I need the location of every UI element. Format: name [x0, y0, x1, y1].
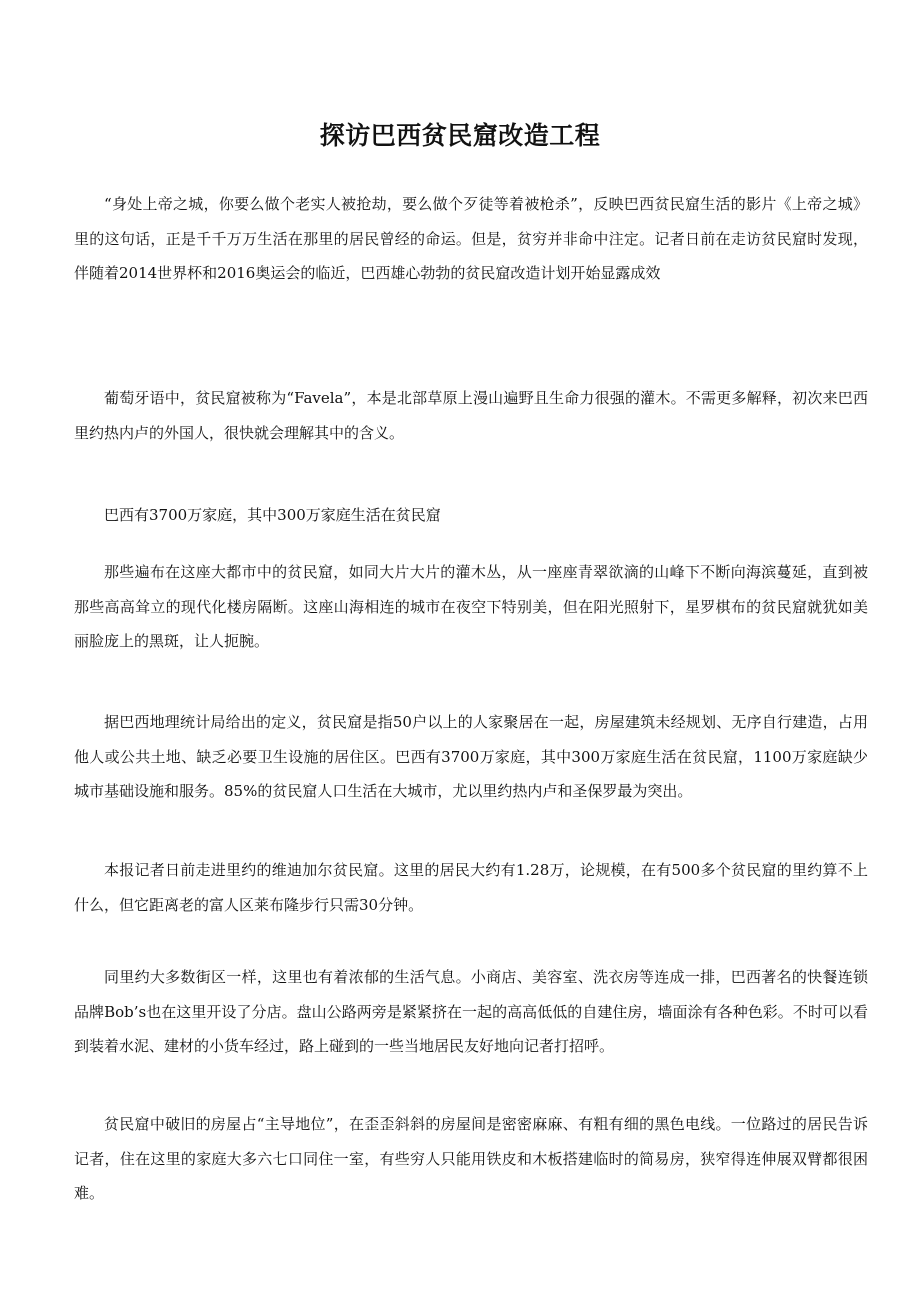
paragraph-subheading: 巴西有3700万家庭，其中300万家庭生活在贫民窟 — [104, 506, 441, 524]
paragraph-street-life: 同里约大多数街区一样，这里也有着浓郁的生活气息。小商店、美容室、洗衣房等连成一排，巴西著名的快餐连锁品牌Bob’s也在这里开设了分店。盘山公路两旁是紧紧挤在一起的高高低低的自建住房，墙面涂有各种色彩。不时可以看到装着水泥、建材的小货车经过，路上碰到的一些当地居民友好地向记者打招呼。 — [74, 968, 868, 1055]
paragraph-vidigal: 本报记者日前走进里约的维迪加尔贫民窟。这里的居民大约有1.28万，论规模，在有500多个贫民窟的里约算不上什么，但它距离老的富人区莱布隆步行只需30分钟。 — [74, 861, 868, 914]
document-title: 探访巴西贫民窟改造工程 — [319, 121, 601, 150]
paragraph-housing: 贫民窟中破旧的房屋占“主导地位”，在歪歪斜斜的房屋间是密密麻麻、有粗有细的黑色电线。一位路过的居民告诉记者，住在这里的家庭大多六七口同住一室，有些穷人只能用铁皮和木板搭建临时的简易房，狭窄得连伸展双臂都很困难。 — [74, 1115, 868, 1202]
paragraph-favela-meaning: 葡萄牙语中，贫民窟被称为“Favela”，本是北部草原上漫山遍野且生命力很强的灌木。不需更多解释，初次来巴西里约热内卢的外国人，很快就会理解其中的含义。 — [74, 389, 868, 442]
paragraph-intro: “身处上帝之城，你要么做个老实人被抢劫，要么做个歹徒等着被枪杀”，反映巴西贫民窟生活的影片《上帝之城》里的这句话，正是千千万万生活在那里的居民曾经的命运。但是，贫穷并非命中注定。记者日前在走访贫民窟时发现，伴随着2014世界杯和2016奥运会的临近，巴西雄心勃勃的贫民窟改造计划开始显露成效 — [74, 195, 868, 282]
paragraph-city-slums: 那些遍布在这座大都市中的贫民窟，如同大片大片的灌木丛，从一座座青翠欲滴的山峰下不断向海滨蔓延，直到被那些高高耸立的现代化楼房隔断。这座山海相连的城市在夜空下特别美，但在阳光照射下，星罗棋布的贫民窟就犹如美丽脸庞上的黑斑，让人扼腕。 — [74, 563, 868, 650]
paragraph-definition: 据巴西地理统计局给出的定义，贫民窟是指50户以上的人家聚居在一起，房屋建筑未经规划、无序自行建造，占用他人或公共土地、缺乏必要卫生设施的居住区。巴西有3700万家庭，其中300万家庭生活在贫民窟，1100万家庭缺少城市基础设施和服务。85%的贫民窟人口生活在大城市，尤以里约热内卢和圣保罗最为突出。 — [74, 713, 868, 800]
